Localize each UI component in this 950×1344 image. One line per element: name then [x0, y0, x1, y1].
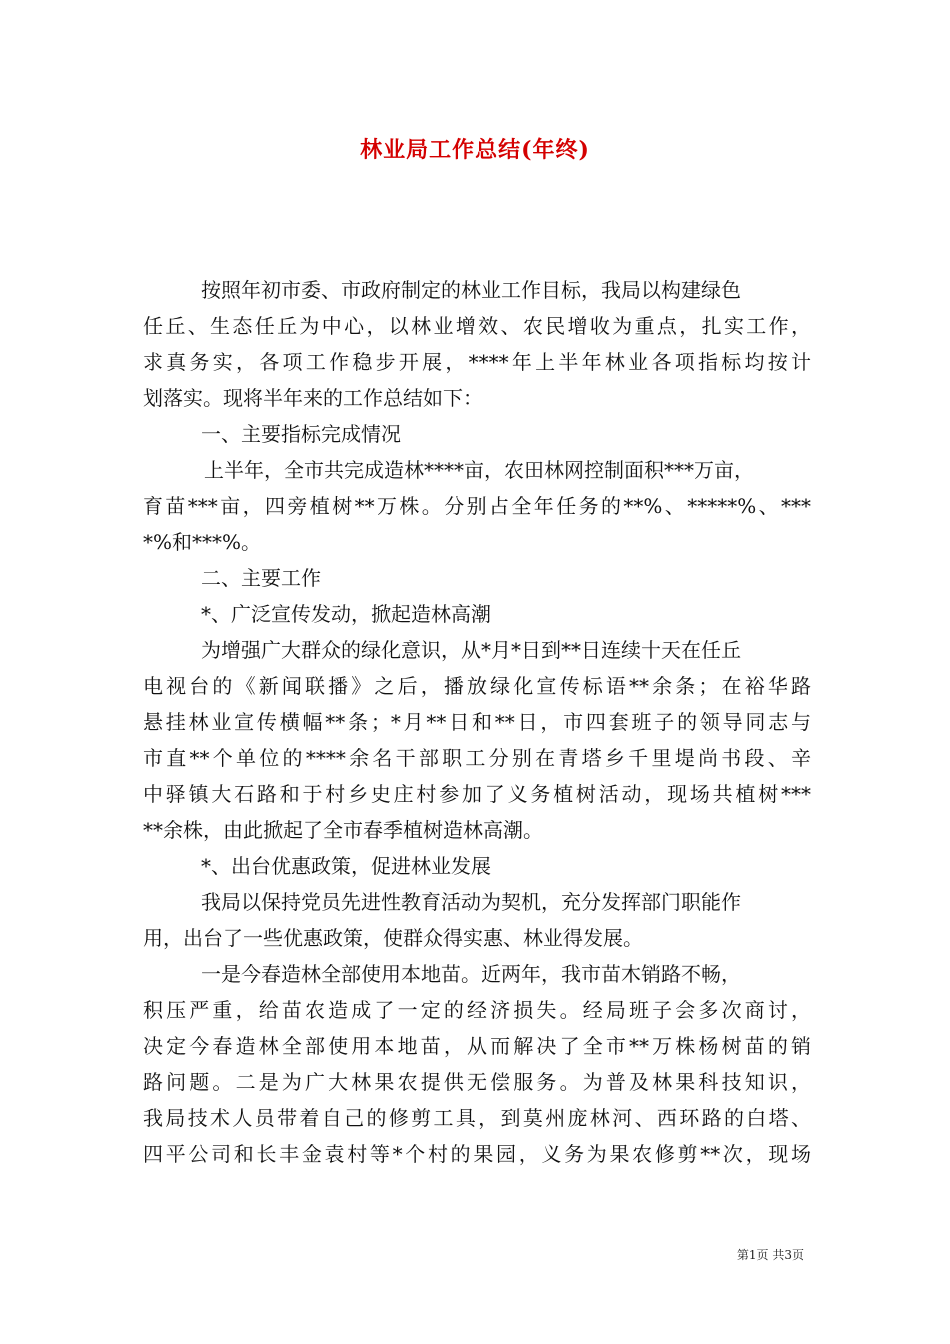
page-number: 第1页 共3页: [736, 1248, 804, 1262]
subsection-heading: *、广泛宣传发动，掀起造林高潮: [201, 602, 491, 626]
section-heading: 一、主要指标完成情况: [201, 422, 401, 446]
paragraph-line: 市直**个单位的****余名干部职工分别在青塔乡千里堤尚书段、辛: [143, 746, 811, 770]
paragraph-line: 上半年，全市共完成造林****亩，农田林网控制面积***万亩，: [204, 458, 754, 482]
paragraph-line: 育苗***亩，四旁植树**万株。分别占全年任务的**%、*****%、***: [143, 494, 811, 518]
paragraph-line: 中驿镇大石路和于村乡史庄村参加了义务植树活动，现场共植树***: [143, 782, 811, 806]
section-heading: 二、主要工作: [201, 566, 321, 590]
paragraph-line: 积压严重，给苗农造成了一定的经济损失。经局班子会多次商讨，: [143, 998, 811, 1022]
paragraph-line: *%和***%。: [143, 530, 262, 554]
paragraph-line: 电视台的《新闻联播》之后，播放绿化宣传标语**余条；在裕华路: [143, 674, 811, 698]
paragraph-line: 划落实。现将半年来的工作总结如下：: [143, 386, 483, 410]
paragraph-line: 按照年初市委、市政府制定的林业工作目标，我局以构建绿色: [201, 278, 741, 302]
paragraph-line: **余株，由此掀起了全市春季植树造林高潮。: [143, 818, 543, 842]
paragraph-line: 决定今春造林全部使用本地苗，从而解决了全市**万株杨树苗的销: [143, 1034, 811, 1058]
paragraph-line: 用，出台了一些优惠政策，使群众得实惠、林业得发展。: [143, 926, 643, 950]
paragraph-line: 路问题。二是为广大林果农提供无偿服务。为普及林果科技知识，: [143, 1070, 811, 1094]
document-title: 林业局工作总结(年终): [360, 137, 590, 163]
paragraph-line: 一是今春造林全部使用本地苗。近两年，我市苗木销路不畅，: [201, 962, 741, 986]
paragraph-line: 我局技术人员带着自己的修剪工具，到莫州庞林河、西环路的白塔、: [143, 1106, 811, 1130]
paragraph-line: 悬挂林业宣传横幅**条；*月**日和**日，市四套班子的领导同志与: [143, 710, 811, 734]
paragraph-line: 我局以保持党员先进性教育活动为契机，充分发挥部门职能作: [201, 890, 741, 914]
subsection-heading: *、出台优惠政策，促进林业发展: [201, 854, 491, 878]
document-body: [143, 272, 811, 1172]
paragraph-line: 任丘、生态任丘为中心，以林业增效、农民增收为重点，扎实工作，: [143, 314, 811, 338]
paragraph-line: 求真务实，各项工作稳步开展，****年上半年林业各项指标均按计: [143, 350, 811, 374]
paragraph-line: 四平公司和长丰金袁村等*个村的果园，义务为果农修剪**次，现场: [143, 1142, 811, 1166]
paragraph-line: 为增强广大群众的绿化意识，从*月*日到**日连续十天在任丘: [201, 638, 741, 662]
